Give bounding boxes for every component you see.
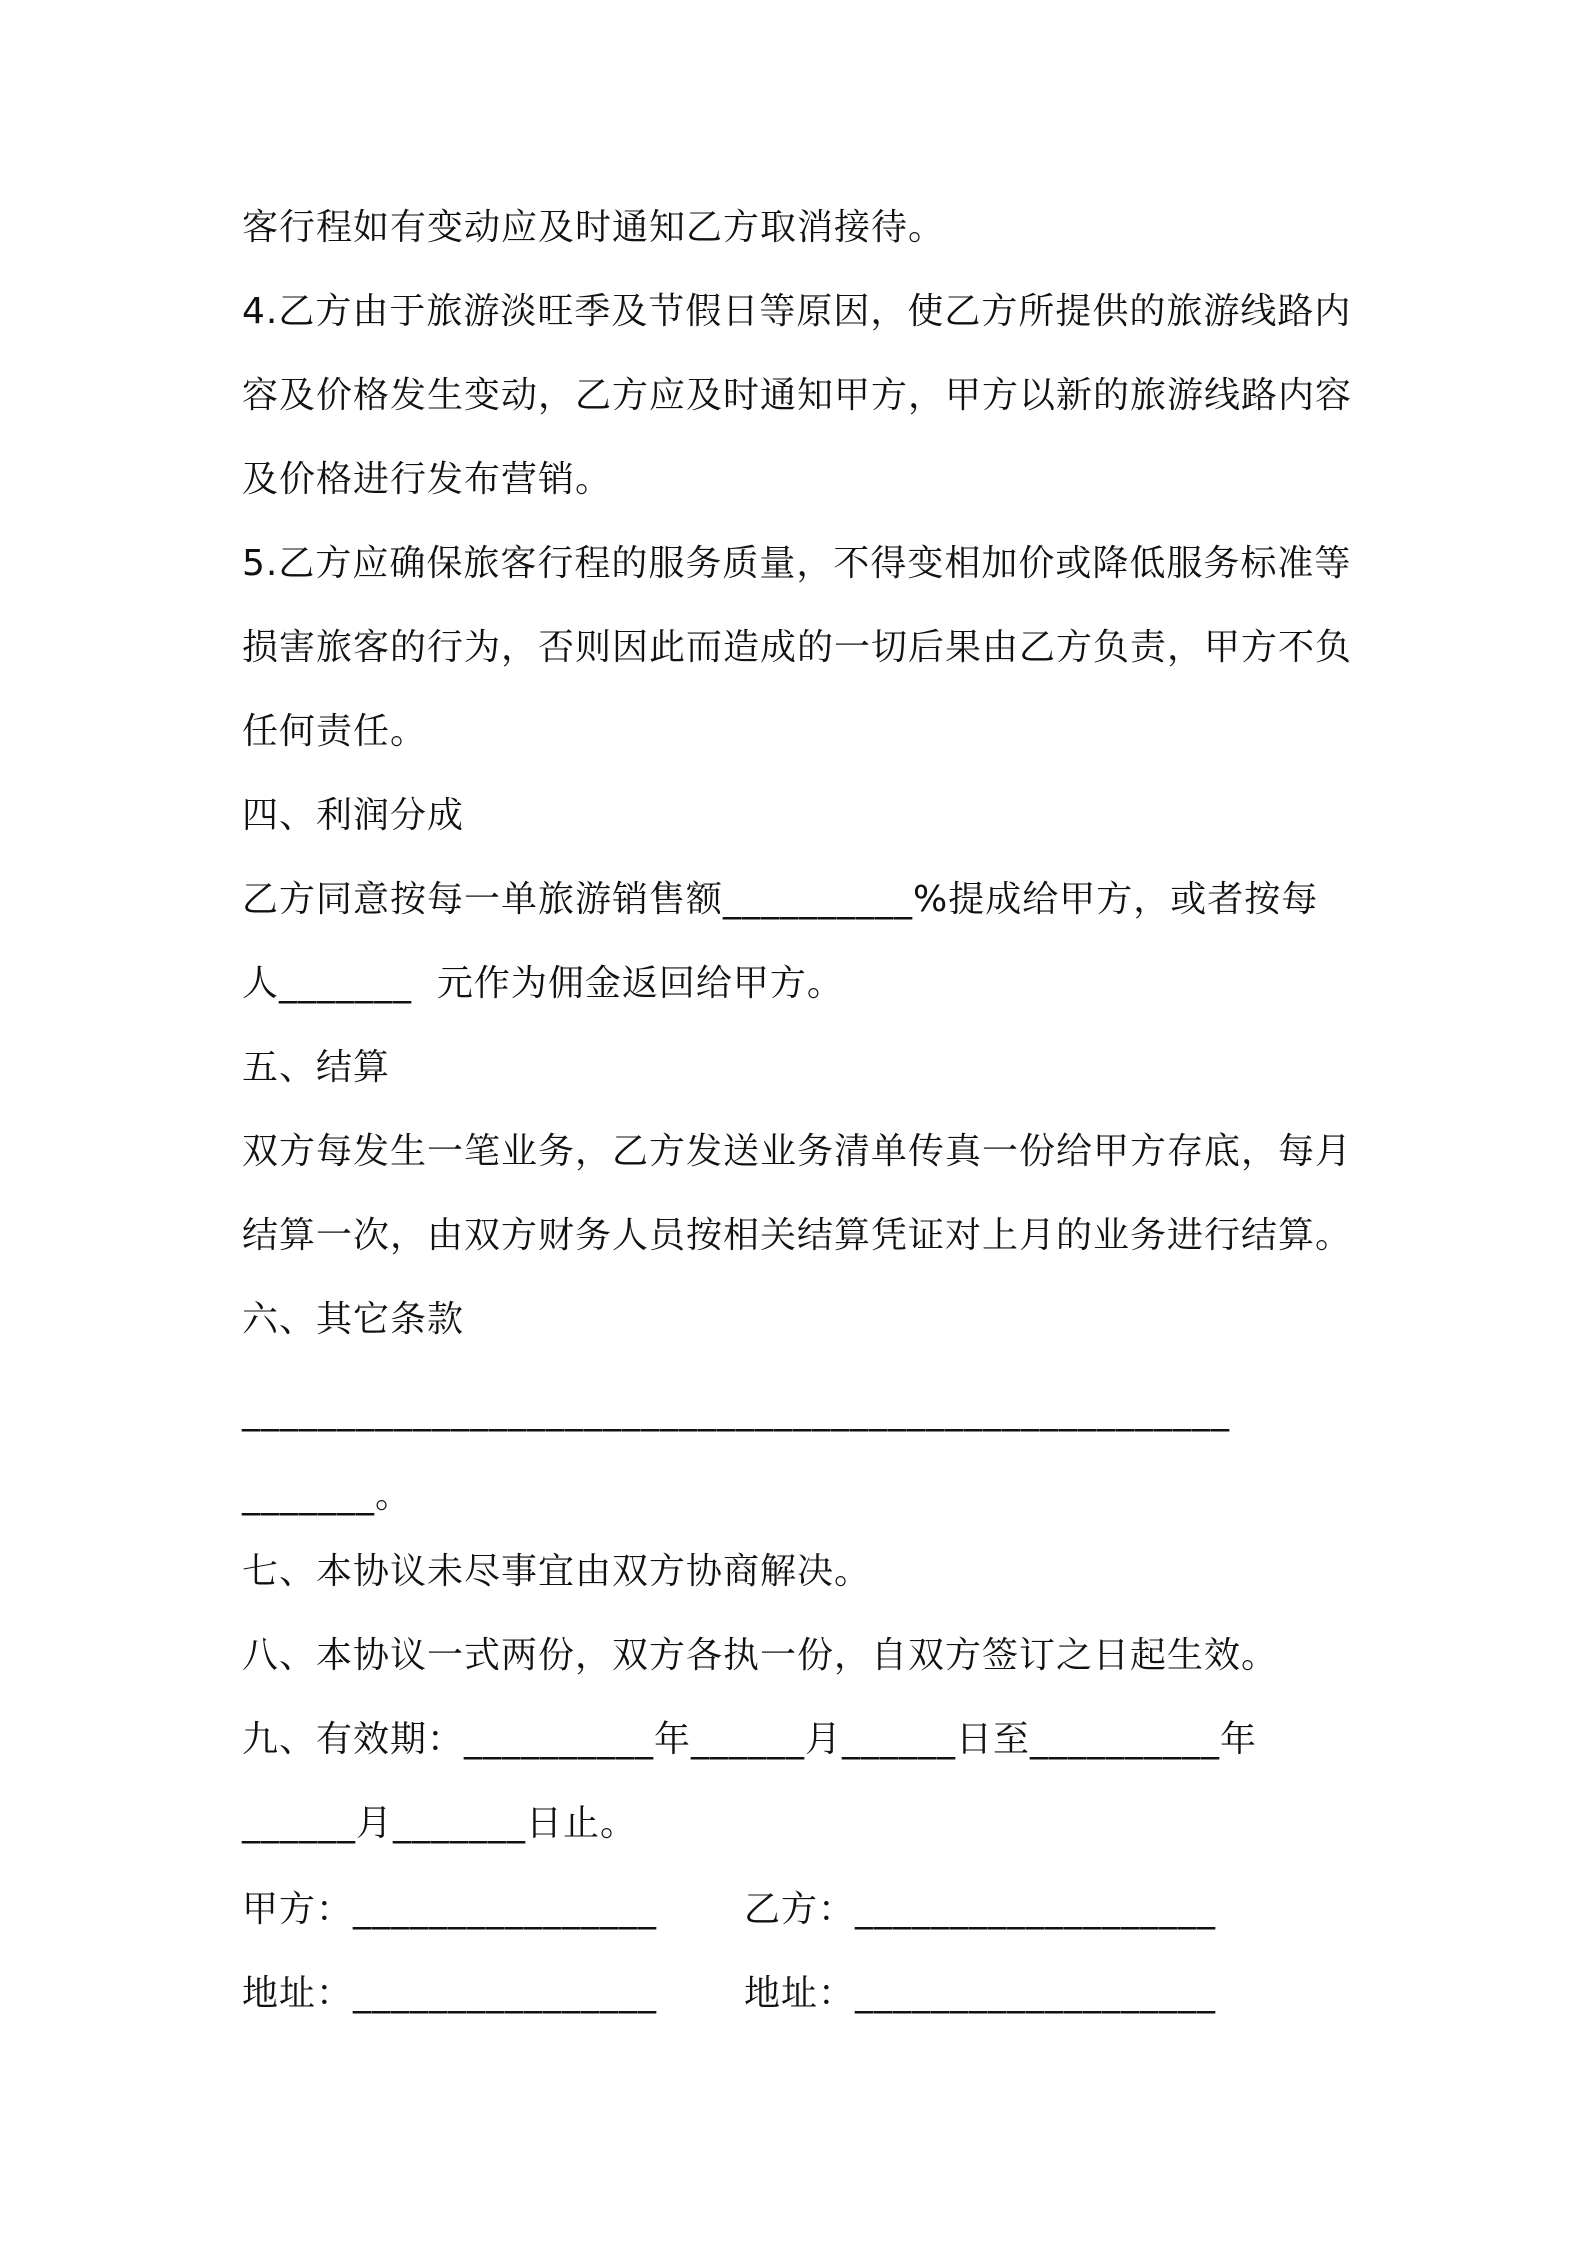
paragraph-line: 损害旅客的行为，否则因此而造成的一切后果由乙方负责，甲方不负 <box>242 627 1353 668</box>
paragraph-line: 任何责任。 <box>242 711 428 752</box>
paragraph-line: 八、本协议一式两份，双方各执一份，自双方签订之日起生效。 <box>242 1635 1279 1676</box>
section-heading-settlement: 五、结算 <box>242 1047 391 1088</box>
party-a-address: 地址：________________ <box>242 1973 658 2014</box>
party-b-signature: 乙方：___________________ <box>744 1889 1217 1930</box>
validity-period-line: ______月_______日止。 <box>242 1803 638 1844</box>
paragraph-line: 容及价格发生变动，乙方应及时通知甲方，甲方以新的旅游线路内容 <box>242 375 1353 416</box>
party-b-address: 地址：___________________ <box>744 1973 1217 2014</box>
paragraph-line: 4.乙方由于旅游淡旺季及节假日等原因，使乙方所提供的旅游线路内 <box>242 291 1352 332</box>
party-a-signature: 甲方：________________ <box>242 1889 658 1930</box>
blank-fill-line: ____________________________________________________ <box>242 1391 1230 1432</box>
paragraph-line: 双方每发生一笔业务，乙方发送业务清单传真一份给甲方存底，每月 <box>242 1131 1353 1172</box>
paragraph-line: 七、本协议未尽事宜由双方协商解决。 <box>242 1551 872 1592</box>
paragraph-line: 客行程如有变动应及时通知乙方取消接待。 <box>242 207 946 248</box>
paragraph-line: 及价格进行发布营销。 <box>242 459 613 500</box>
validity-period-line: 九、有效期：__________年______月______日至__________年 <box>242 1719 1258 1760</box>
paragraph-line: 结算一次，由双方财务人员按相关结算凭证对上月的业务进行结算。 <box>242 1215 1353 1256</box>
section-heading-other-terms: 六、其它条款 <box>242 1299 465 1340</box>
section-heading-profit-share: 四、利润分成 <box>242 795 465 836</box>
paragraph-line: 乙方同意按每一单旅游销售额__________%提成给甲方，或者按每 <box>242 879 1319 920</box>
paragraph-line: 5.乙方应确保旅客行程的服务质量，不得变相加价或降低服务标准等 <box>242 543 1352 584</box>
paragraph-line: 人_______ 元作为佣金返回给甲方。 <box>242 963 844 1004</box>
blank-fill-line: _______。 <box>242 1475 413 1516</box>
